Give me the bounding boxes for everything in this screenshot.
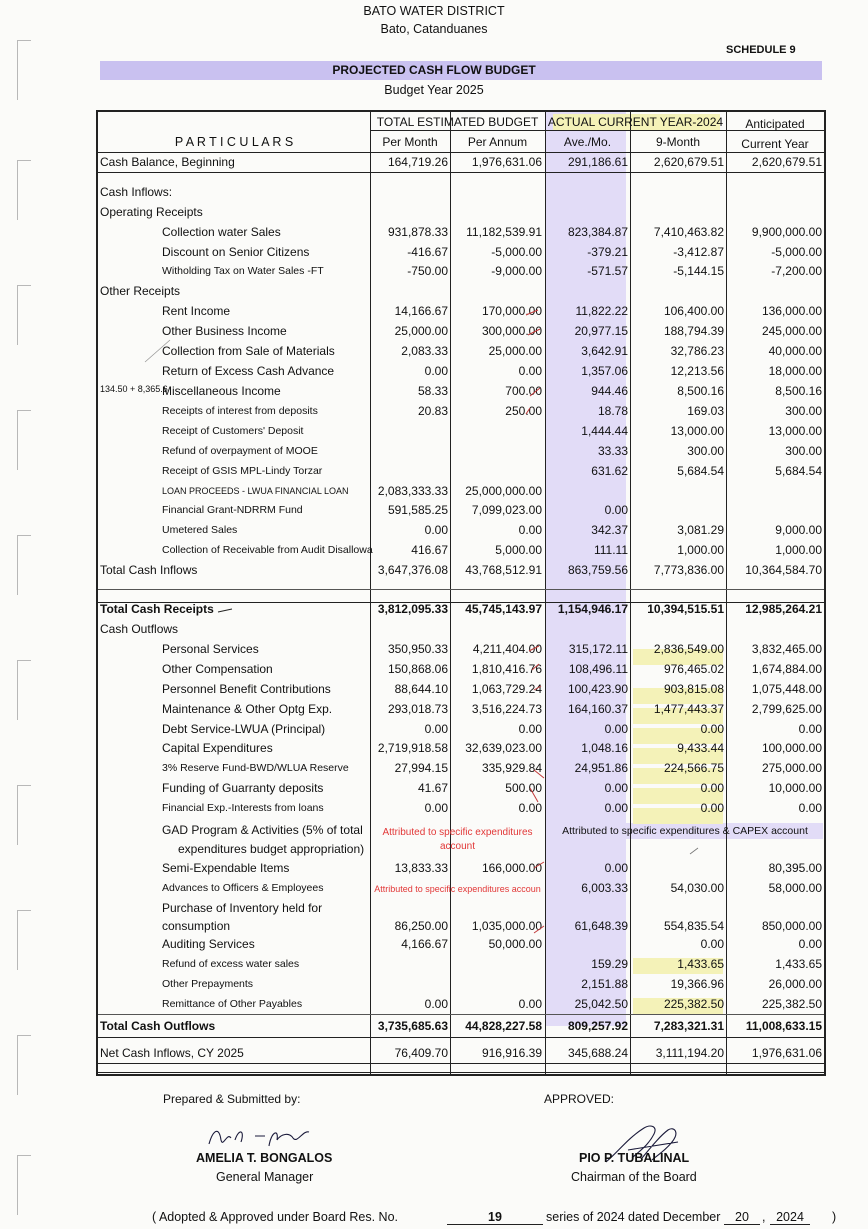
cell-ave-mo: 3,642.91 <box>581 344 628 358</box>
cell-nine-month: 3,111,194.20 <box>655 1046 724 1060</box>
cell-anticipated: 1,674,884.00 <box>751 662 822 676</box>
district-location: Bato, Catanduanes <box>380 22 488 36</box>
cell-anticipated: 0.00 <box>798 722 822 736</box>
cell-nine-month: 0.00 <box>700 781 724 795</box>
cell-anticipated: 1,000.00 <box>775 543 822 557</box>
cell-nine-month: 10,394,515.51 <box>647 602 724 616</box>
cell-per-annum: 1,063,729.24 <box>471 682 542 696</box>
row-label: Rent Income <box>162 304 231 318</box>
inventory-label-line1: Purchase of Inventory held for <box>162 901 323 915</box>
cell-nine-month: 106,400.00 <box>663 304 724 318</box>
header-particulars: P A R T I C U L A R S <box>174 135 294 149</box>
cell-per-annum: 25,000.00 <box>488 344 542 358</box>
cell-ave-mo: 24,951.86 <box>574 761 628 775</box>
cell-anticipated: 300.00 <box>785 444 822 458</box>
cell-nine-month: 300.00 <box>687 444 724 458</box>
cell-nine-month: 7,773,836.00 <box>653 563 724 577</box>
header-anticipated: Anticipated <box>745 117 805 131</box>
cell-per-month: 0.00 <box>424 722 448 736</box>
cell-anticipated: 3,832,465.00 <box>751 642 822 656</box>
cell-ave-mo: 33.33 <box>597 444 628 458</box>
header-total-estimated: TOTAL ESTIMATED BUDGET <box>376 115 539 129</box>
cell-ave-mo: 25,042.50 <box>574 997 628 1011</box>
cell-per-annum: 11,182,539.91 <box>466 225 542 239</box>
row-label: Collection water Sales <box>162 225 281 239</box>
cell-nine-month: -5,144.15 <box>673 264 724 278</box>
cell-per-annum: 44,828,227.58 <box>465 1019 542 1033</box>
footer-text-2: series of 2024 dated December <box>546 1210 721 1224</box>
row-label: Remittance of Other Payables <box>162 998 303 1010</box>
row-label: Total Cash Outflows <box>100 1019 216 1033</box>
cell-anticipated: 80,395.00 <box>768 861 822 875</box>
cell-ave-mo: 0.00 <box>604 781 628 795</box>
cell-per-annum: 5,000.00 <box>495 543 542 557</box>
inventory-label-line2: consumption <box>162 919 231 933</box>
cell-ave-mo: 315,172.11 <box>568 642 628 656</box>
cell-ave-mo: 1,444.44 <box>581 424 628 438</box>
cell-anticipated: 100,000.00 <box>761 741 822 755</box>
cell-anticipated: 136,000.00 <box>761 304 822 318</box>
cell-nine-month: 3,081.29 <box>677 523 724 537</box>
cell-per-month: -750.00 <box>407 264 448 278</box>
cell-per-annum: 250.00 <box>505 404 542 418</box>
district-name: BATO WATER DISTRICT <box>363 4 505 18</box>
row-label: Funding of Guarranty deposits <box>162 781 324 795</box>
cell-per-month: 41.67 <box>417 781 448 795</box>
row-label: Other Business Income <box>162 324 287 338</box>
header-current-year: Current Year <box>741 137 809 151</box>
cell-anticipated: 275,000.00 <box>761 761 822 775</box>
cell-nine-month: 188,794.39 <box>663 324 724 338</box>
cell-nine-month: -3,412.87 <box>673 245 724 259</box>
row-label: Umetered Sales <box>162 524 238 536</box>
cell-per-month: 14,166.67 <box>394 304 448 318</box>
row-label: Capital Expenditures <box>162 741 273 755</box>
cell-per-month: 3,735,685.63 <box>377 1019 448 1033</box>
row-label: Operating Receipts <box>100 205 203 219</box>
cell-per-month: 2,083.33 <box>401 344 448 358</box>
row-label: Receipt of Customers' Deposit <box>162 425 304 437</box>
header-per-annum: Per Annum <box>467 135 528 149</box>
cell-anticipated: 9,900,000.00 <box>751 225 822 239</box>
cell-per-month: 150,868.06 <box>387 662 448 676</box>
cell-anticipated: 225,382.50 <box>761 997 822 1011</box>
cell-per-annum: 0.00 <box>518 801 542 815</box>
cell-per-annum: -5,000.00 <box>491 245 542 259</box>
cell-ave-mo: 944.46 <box>591 384 628 398</box>
cell-ave-mo: 863,759.56 <box>567 563 628 577</box>
footer-separator: , <box>762 1210 766 1224</box>
cell-ave-mo: -571.57 <box>587 264 628 278</box>
row-label: Other Prepayments <box>162 978 254 990</box>
cell-anticipated: 11,008,633.15 <box>745 1019 822 1033</box>
cell-per-annum: 916,916.39 <box>481 1046 542 1060</box>
cell-per-month: 3,647,376.08 <box>377 563 448 577</box>
header-nine-month: 9-Month <box>655 135 701 149</box>
cell-per-month: 27,994.15 <box>394 761 448 775</box>
cell-per-month: 4,166.67 <box>401 937 448 951</box>
cell-ave-mo: 11,822.22 <box>575 304 628 318</box>
header-actual-current: ACTUAL CURRENT YEAR-2024 <box>547 115 724 129</box>
cell-ave-mo: 0.00 <box>604 861 628 875</box>
row-label: Maintenance & Other Optg Exp. <box>162 702 333 716</box>
cell-per-month: 13,833.33 <box>394 861 448 875</box>
cell-per-month: 0.00 <box>424 997 448 1011</box>
cell-ave-mo: 1,154,946.17 <box>557 602 628 616</box>
row-label: Total Cash Receipts <box>100 602 214 616</box>
preparer-signature <box>205 1118 315 1152</box>
cell-per-annum: 4,211,404.00 <box>472 642 542 656</box>
cell-per-annum: 0.00 <box>518 523 542 537</box>
margin-note: 134.50 + 8,365.6 <box>100 384 168 394</box>
row-label: Personnel Benefit Contributions <box>162 682 331 696</box>
document-title: PROJECTED CASH FLOW BUDGET <box>332 63 536 77</box>
cell-anticipated: -7,200.00 <box>771 264 822 278</box>
cell-anticipated: 58,000.00 <box>768 881 822 895</box>
cell-per-annum: 3,516,224.73 <box>471 702 542 716</box>
cell-ave-mo: 345,688.24 <box>567 1046 628 1060</box>
cell-per-annum: 32,639,023.00 <box>465 741 542 755</box>
cell-anticipated: 13,000.00 <box>768 424 822 438</box>
row-label: Refund of overpayment of MOOE <box>162 445 318 457</box>
cell-ave-mo: 111.11 <box>593 543 628 557</box>
cell-per-month: 0.00 <box>424 364 448 378</box>
cell-per-month: 25,000.00 <box>394 324 448 338</box>
row-label: 3% Reserve Fund-BWD/WLUA Reserve <box>162 762 349 774</box>
approver-title: Chairman of the Board <box>571 1170 697 1184</box>
approver-name: PIO P. TUBALINAL <box>579 1151 690 1165</box>
gad-budget-note: Attributed to specific expenditures account <box>382 827 533 852</box>
cell-per-annum: 1,035,000.00 <box>471 919 542 933</box>
row-label: Other Receipts <box>100 284 181 298</box>
cell-per-month: 86,250.00 <box>394 919 448 933</box>
cell-anticipated: 1,075,448.00 <box>751 682 822 696</box>
cell-nine-month: 0.00 <box>700 722 724 736</box>
cell-ave-mo: 18.78 <box>597 404 628 418</box>
cell-per-annum: 700.00 <box>505 384 542 398</box>
cell-anticipated: 10,364,584.70 <box>745 563 822 577</box>
cell-nine-month: 1,477,443.37 <box>653 702 724 716</box>
footer-text-1: ( Adopted & Approved under Board Res. No. <box>152 1210 398 1224</box>
cell-per-month: 2,083,333.33 <box>377 484 448 498</box>
cell-anticipated: 5,684.54 <box>775 464 822 478</box>
cell-anticipated: 300.00 <box>785 404 822 418</box>
cell-per-annum: 0.00 <box>518 997 542 1011</box>
row-label: Financial Grant-NDRRM Fund <box>162 504 303 516</box>
budget-year: Budget Year 2025 <box>384 83 484 97</box>
cell-ave-mo: 2,151.88 <box>581 977 628 991</box>
preparer-name: AMELIA T. BONGALOS <box>196 1151 333 1165</box>
cell-anticipated: 10,000.00 <box>768 781 822 795</box>
budget-note: Attributed to specific expenditures accoun <box>374 884 541 894</box>
cell-anticipated: 1,433.65 <box>775 957 822 971</box>
row-label: Collection from Sale of Materials <box>162 344 335 358</box>
cell-nine-month: 19,366.96 <box>670 977 724 991</box>
row-label: LOAN PROCEEDS - LWUA FINANCIAL LOAN <box>162 486 349 496</box>
cell-per-month: 293,018.73 <box>387 702 448 716</box>
cell-nine-month: 554,835.54 <box>663 919 724 933</box>
row-label: Discount on Senior Citizens <box>162 245 310 259</box>
cell-anticipated: 245,000.00 <box>761 324 822 338</box>
cell-anticipated: 18,000.00 <box>768 364 822 378</box>
cell-nine-month: 5,684.54 <box>677 464 724 478</box>
cell-ave-mo: -379.21 <box>587 245 628 259</box>
cell-nine-month: 1,433.65 <box>677 957 724 971</box>
cell-per-annum: 7,099,023.00 <box>471 503 542 517</box>
cell-per-month: 591,585.25 <box>387 503 448 517</box>
cell-ave-mo: 809,257.92 <box>567 1019 628 1033</box>
cell-per-month: -416.67 <box>407 245 448 259</box>
row-label: Debt Service-LWUA (Principal) <box>162 722 326 736</box>
cell-per-annum: 25,000,000.00 <box>465 484 542 498</box>
row-label: Other Compensation <box>162 662 273 676</box>
cell-per-annum: 1,976,631.06 <box>471 155 542 169</box>
cell-per-annum: 300,000.00 <box>481 324 542 338</box>
cell-ave-mo: 61,648.39 <box>574 919 628 933</box>
row-label: Financial Exp.-Interests from loans <box>162 802 324 814</box>
cell-per-month: 2,719,918.58 <box>377 741 448 755</box>
cell-per-annum: 0.00 <box>518 364 542 378</box>
cell-nine-month: 12,213.56 <box>670 364 724 378</box>
row-label: Cash Balance, Beginning <box>100 155 235 169</box>
cell-anticipated: 26,000.00 <box>768 977 822 991</box>
cell-ave-mo: 108,496.11 <box>568 662 628 676</box>
cell-anticipated: 1,976,631.06 <box>751 1046 822 1060</box>
cell-nine-month: 225,382.50 <box>663 997 724 1011</box>
row-label: Personal Services <box>162 642 259 656</box>
cell-per-annum: 170,000.00 <box>481 304 542 318</box>
cell-per-annum: 335,929.84 <box>481 761 542 775</box>
cell-nine-month: 224,566.75 <box>663 761 724 775</box>
header-ave-mo: Ave./Mo. <box>563 135 612 149</box>
footer-resolution-no: 19 <box>447 1210 543 1225</box>
cell-nine-month: 2,836,549.00 <box>653 642 724 656</box>
preparer-title: General Manager <box>216 1170 314 1184</box>
cell-ave-mo: 20,977.15 <box>574 324 628 338</box>
cell-ave-mo: 0.00 <box>604 722 628 736</box>
cell-per-month: 931,878.33 <box>387 225 448 239</box>
cell-ave-mo: 164,160.37 <box>567 702 628 716</box>
row-label: Collection of Receivable from Audit Disallowa <box>162 544 373 556</box>
row-label: Total Cash Inflows <box>100 563 198 577</box>
cell-ave-mo: 0.00 <box>604 801 628 815</box>
cell-nine-month: 7,410,463.82 <box>653 225 724 239</box>
cell-nine-month: 7,283,321.31 <box>653 1019 724 1033</box>
cell-ave-mo: 1,048.16 <box>581 741 628 755</box>
cell-per-annum: 166,000.00 <box>481 861 542 875</box>
row-label: Miscellaneous Income <box>162 384 281 398</box>
cell-ave-mo: 159.29 <box>591 957 628 971</box>
cell-anticipated: 12,985,264.21 <box>745 602 822 616</box>
cell-ave-mo: 100,423.90 <box>567 682 628 696</box>
footer-year: 2024 <box>770 1210 810 1225</box>
row-label: Cash Outflows <box>100 622 179 636</box>
cell-per-month: 20.83 <box>417 404 448 418</box>
approved-label: APPROVED: <box>544 1092 615 1106</box>
gad-label-line2: expenditures budget appropriation) <box>178 842 365 856</box>
cell-per-annum: 0.00 <box>518 722 542 736</box>
gad-actual-note: Attributed to specific expenditures & CAPEX account <box>562 825 808 837</box>
cell-per-month: 3,812,095.33 <box>377 602 448 616</box>
schedule-label: SCHEDULE 9 <box>726 44 796 56</box>
cell-anticipated: 9,000.00 <box>775 523 822 537</box>
cell-ave-mo: 631.62 <box>591 464 628 478</box>
cell-per-month: 58.33 <box>417 384 448 398</box>
cell-anticipated: 0.00 <box>798 937 822 951</box>
cell-per-annum: 45,745,143.97 <box>465 602 542 616</box>
cell-anticipated: -5,000.00 <box>771 245 822 259</box>
row-label: Semi-Expendable Items <box>162 861 290 875</box>
cell-nine-month: 32,786.23 <box>670 344 724 358</box>
cell-per-annum: 50,000.00 <box>488 937 542 951</box>
cell-per-month: 416.67 <box>411 543 448 557</box>
row-label: Receipt of GSIS MPL-Lindy Torzar <box>162 465 323 477</box>
cell-nine-month: 13,000.00 <box>670 424 724 438</box>
cell-per-month: 350,950.33 <box>387 642 448 656</box>
footer-day: 20 <box>724 1210 760 1225</box>
row-label: Receipts of interest from deposits <box>162 405 318 417</box>
cell-anticipated: 40,000.00 <box>768 344 822 358</box>
cell-per-annum: -9,000.00 <box>491 264 542 278</box>
cell-ave-mo: 0.00 <box>604 503 628 517</box>
cell-per-month: 164,719.26 <box>387 155 448 169</box>
row-label: Cash Inflows: <box>100 185 173 199</box>
cell-nine-month: 976,465.02 <box>663 662 724 676</box>
cell-nine-month: 8,500.16 <box>677 384 724 398</box>
cell-per-month: 0.00 <box>424 523 448 537</box>
footer-close: ) <box>832 1210 837 1224</box>
binding-marks <box>0 0 40 1229</box>
cell-ave-mo: 1,357.06 <box>581 364 628 378</box>
row-label: Return of Excess Cash Advance <box>162 364 335 378</box>
cell-anticipated: 0.00 <box>798 801 822 815</box>
cell-nine-month: 0.00 <box>700 937 724 951</box>
cell-nine-month: 2,620,679.51 <box>653 155 724 169</box>
cell-anticipated: 2,620,679.51 <box>751 155 822 169</box>
cell-ave-mo: 6,003.33 <box>581 881 628 895</box>
cell-ave-mo: 823,384.87 <box>567 225 628 239</box>
cell-per-month: 76,409.70 <box>394 1046 448 1060</box>
cell-ave-mo: 291,186.61 <box>567 155 628 169</box>
cell-anticipated: 8,500.16 <box>775 384 822 398</box>
cell-per-annum: 1,810,416.76 <box>471 662 542 676</box>
cell-nine-month: 54,030.00 <box>670 881 724 895</box>
cell-nine-month: 9,433.44 <box>677 741 724 755</box>
cash-flow-table <box>96 110 826 1076</box>
row-label: Advances to Officers & Employees <box>162 882 324 894</box>
cell-anticipated: 2,799,625.00 <box>751 702 822 716</box>
cell-nine-month: 0.00 <box>700 801 724 815</box>
row-label: Auditing Services <box>162 937 255 951</box>
cell-per-annum: 500.00 <box>505 781 542 795</box>
cell-per-annum: 43,768,512.91 <box>465 563 542 577</box>
row-label: Refund of excess water sales <box>162 958 300 970</box>
cell-ave-mo: 342.37 <box>591 523 628 537</box>
row-label: Net Cash Inflows, CY 2025 <box>100 1046 244 1060</box>
cell-nine-month: 1,000.00 <box>677 543 724 557</box>
gad-label-line1: GAD Program & Activities (5% of total <box>162 823 363 837</box>
cell-per-month: 0.00 <box>424 801 448 815</box>
header-per-month: Per Month <box>382 135 438 149</box>
cell-nine-month: 903,815.08 <box>663 682 724 696</box>
cell-nine-month: 169.03 <box>687 404 724 418</box>
row-label: Witholding Tax on Water Sales -FT <box>162 265 324 277</box>
prepared-label: Prepared & Submitted by: <box>163 1092 301 1106</box>
cell-per-month: 88,644.10 <box>394 682 448 696</box>
cell-anticipated: 850,000.00 <box>761 919 822 933</box>
